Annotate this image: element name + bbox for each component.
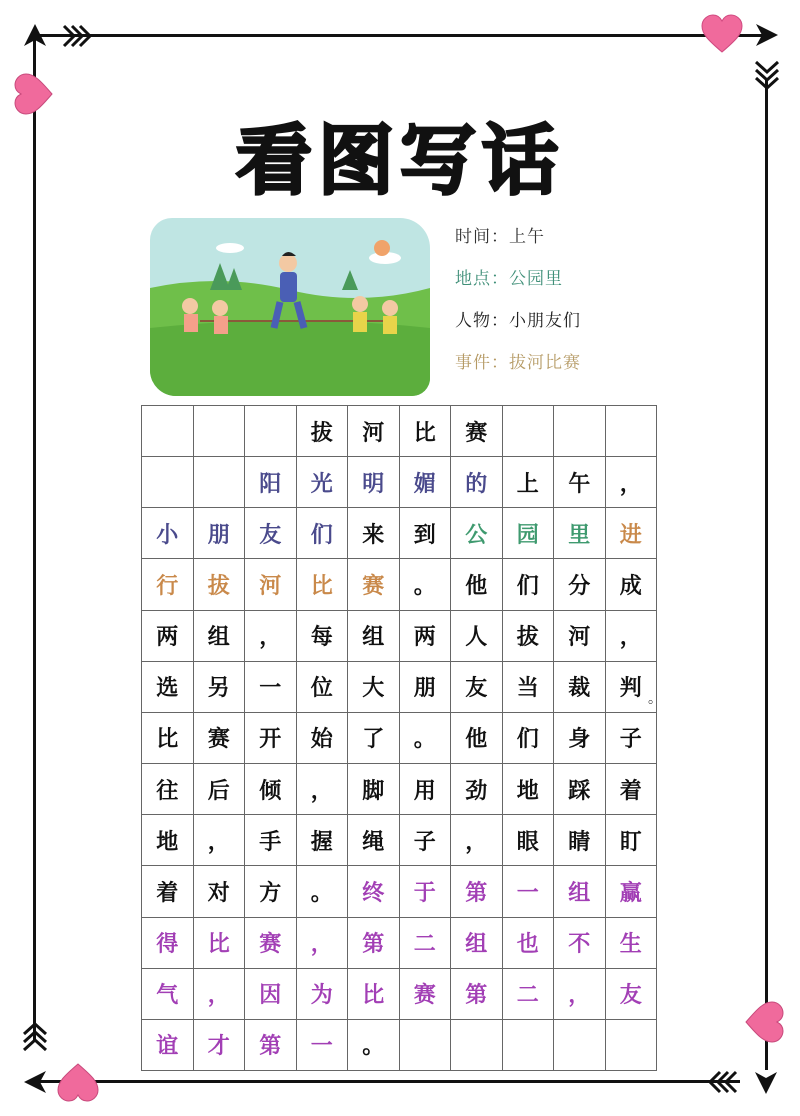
grid-cell: 到 [400, 508, 452, 559]
grid-cell: 生 [606, 918, 658, 969]
grid-cell: 公 [451, 508, 503, 559]
grid-cell [554, 1020, 606, 1071]
grid-cell: 盯 [606, 815, 658, 866]
grid-cell: 成 [606, 559, 658, 610]
grid-cell: 赢 [606, 866, 658, 917]
grid-cell: 用 [400, 764, 452, 815]
arrow-up-icon [22, 24, 48, 50]
grid-cell: 第 [245, 1020, 297, 1071]
grid-cell: 气 [142, 969, 194, 1020]
grid-cell: 地 [142, 815, 194, 866]
grid-cell: 谊 [142, 1020, 194, 1071]
grid-cell: 园 [503, 508, 555, 559]
arrow-left-icon [24, 1069, 50, 1095]
info-value: 上午 [509, 227, 545, 247]
grid-cell: 比 [297, 559, 349, 610]
grid-cell: ， [606, 611, 658, 662]
grid-cell: 着 [142, 866, 194, 917]
grid-cell [606, 406, 658, 457]
grid-cell: 来 [348, 508, 400, 559]
info-value: 小朋友们 [509, 311, 581, 331]
overflow-punctuation: 。 [648, 690, 662, 707]
grid-cell: 赛 [400, 969, 452, 1020]
info-place [455, 264, 675, 306]
info-event [455, 348, 675, 390]
info-value: 拔河比赛 [509, 353, 581, 373]
grid-cell: ， [194, 969, 246, 1020]
grid-cell: 踩 [554, 764, 606, 815]
grid-cell: 们 [503, 559, 555, 610]
grid-cell: 比 [194, 918, 246, 969]
grid-cell: 着 [606, 764, 658, 815]
info-value: 公园里 [509, 269, 563, 289]
grid-cell [606, 1020, 658, 1071]
grid-cell [451, 1020, 503, 1071]
fletching-down-icon [754, 60, 780, 94]
grid-cell: 比 [348, 969, 400, 1020]
frame-bottom-line [40, 1080, 740, 1083]
grid-cell: 他 [451, 713, 503, 764]
grid-cell: 裁 [554, 662, 606, 713]
grid-cell: 河 [245, 559, 297, 610]
grid-cell [400, 1020, 452, 1071]
grid-cell [142, 406, 194, 457]
grid-cell: 小 [142, 508, 194, 559]
grid-cell [503, 1020, 555, 1071]
grid-cell: 才 [194, 1020, 246, 1071]
grid-cell: 大 [348, 662, 400, 713]
grid-cell: 进 [606, 508, 658, 559]
grid-cell: ， [554, 969, 606, 1020]
grid-cell: ， [297, 764, 349, 815]
grid-cell: 。 [348, 1020, 400, 1071]
grid-cell: 赛 [194, 713, 246, 764]
grid-cell: 对 [194, 866, 246, 917]
grid-cell: 。 [400, 559, 452, 610]
grid-cell: 。 [297, 866, 349, 917]
info-label: 时间： [455, 227, 509, 247]
grid-cell: 选 [142, 662, 194, 713]
grid-cell: 后 [194, 764, 246, 815]
frame-top-line [40, 34, 762, 37]
tug-of-war-illustration [150, 218, 430, 396]
grid-cell: 子 [400, 815, 452, 866]
grid-cell: 第 [451, 969, 503, 1020]
grid-cell: 朋 [400, 662, 452, 713]
grid-cell: 拔 [503, 611, 555, 662]
grid-cell: 眼 [503, 815, 555, 866]
grid-cell: 的 [451, 457, 503, 508]
grid-cell: 睛 [554, 815, 606, 866]
grid-cell: 拔 [297, 406, 349, 457]
grid-cell [554, 406, 606, 457]
grid-cell: 友 [606, 969, 658, 1020]
grid-cell: 子 [606, 713, 658, 764]
grid-cell: 拔 [194, 559, 246, 610]
grid-cell: 也 [503, 918, 555, 969]
grid-cell: 组 [348, 611, 400, 662]
grid-cell: 每 [297, 611, 349, 662]
grid-cell: 了 [348, 713, 400, 764]
grid-cell: 赛 [245, 918, 297, 969]
heart-icon [56, 1062, 100, 1102]
grid-cell: 第 [451, 866, 503, 917]
grid-cell: 友 [451, 662, 503, 713]
grid-cell [194, 406, 246, 457]
grid-cell: ， [451, 815, 503, 866]
grid-cell: 赛 [348, 559, 400, 610]
frame-right-line [765, 80, 768, 1070]
grid-cell: 位 [297, 662, 349, 713]
grid-cell: 二 [503, 969, 555, 1020]
grid-cell: 友 [245, 508, 297, 559]
grid-cell: 另 [194, 662, 246, 713]
grid-cell: 组 [194, 611, 246, 662]
page-title: 看图写话 [236, 116, 564, 205]
grid-cell: 往 [142, 764, 194, 815]
grid-cell: 握 [297, 815, 349, 866]
grid-cell: 们 [503, 713, 555, 764]
grid-cell: 河 [554, 611, 606, 662]
grid-cell [194, 457, 246, 508]
grid-cell: 得 [142, 918, 194, 969]
info-label: 地点： [455, 269, 509, 289]
grid-cell [245, 406, 297, 457]
grid-cell: 朋 [194, 508, 246, 559]
info-label: 事件： [455, 353, 509, 373]
illustration-icon [150, 218, 430, 396]
grid-cell: 他 [451, 559, 503, 610]
grid-cell: 倾 [245, 764, 297, 815]
info-block [455, 222, 675, 390]
grid-cell: 两 [400, 611, 452, 662]
info-people [455, 306, 675, 348]
heart-icon [700, 14, 744, 54]
grid-cell: 因 [245, 969, 297, 1020]
grid-cell: 组 [554, 866, 606, 917]
grid-cell [142, 457, 194, 508]
grid-cell: 光 [297, 457, 349, 508]
grid-cell: 媚 [400, 457, 452, 508]
grid-cell: ， [245, 611, 297, 662]
grid-cell: 比 [400, 406, 452, 457]
info-time [455, 222, 675, 264]
grid-cell: ， [194, 815, 246, 866]
grid-cell: ， [606, 457, 658, 508]
grid-cell: 始 [297, 713, 349, 764]
grid-cell: 里 [554, 508, 606, 559]
arrow-down-icon [753, 1068, 779, 1094]
grid-cell: 上 [503, 457, 555, 508]
grid-cell: 。 [400, 713, 452, 764]
grid-cell: 河 [348, 406, 400, 457]
grid-cell: 地 [503, 764, 555, 815]
fletching-left-icon [704, 1070, 738, 1094]
grid-cell: 人 [451, 611, 503, 662]
grid-cell: 赛 [451, 406, 503, 457]
grid-cell: 二 [400, 918, 452, 969]
grid-cell: 终 [348, 866, 400, 917]
grid-cell: 们 [297, 508, 349, 559]
grid-cell: 身 [554, 713, 606, 764]
grid-cell: 午 [554, 457, 606, 508]
grid-cell: 判 。 [606, 662, 658, 713]
grid-cell [503, 406, 555, 457]
grid-cell: 比 [142, 713, 194, 764]
writing-grid [141, 405, 662, 1071]
grid-cell: 于 [400, 866, 452, 917]
grid-cell: ， [297, 918, 349, 969]
info-label: 人物： [455, 311, 509, 331]
grid-cell: 两 [142, 611, 194, 662]
fletching-right-icon [62, 24, 96, 48]
grid-cell: 当 [503, 662, 555, 713]
grid-cell: 脚 [348, 764, 400, 815]
grid-cell: 一 [245, 662, 297, 713]
grid-cell: 行 [142, 559, 194, 610]
grid-cell: 为 [297, 969, 349, 1020]
grid-cell: 组 [451, 918, 503, 969]
grid-cell: 不 [554, 918, 606, 969]
grid-cell: 一 [503, 866, 555, 917]
grid-cell: 阳 [245, 457, 297, 508]
grid-cell: 方 [245, 866, 297, 917]
grid-cell: 第 [348, 918, 400, 969]
grid-cell: 绳 [348, 815, 400, 866]
grid-cell: 明 [348, 457, 400, 508]
fletching-up-icon [22, 1020, 48, 1054]
grid-cell: 劲 [451, 764, 503, 815]
arrow-right-icon [752, 22, 778, 48]
grid-cell: 开 [245, 713, 297, 764]
heart-icon [744, 1000, 786, 1044]
grid-cell: 一 [297, 1020, 349, 1071]
grid-cell: 分 [554, 559, 606, 610]
grid-cell: 手 [245, 815, 297, 866]
